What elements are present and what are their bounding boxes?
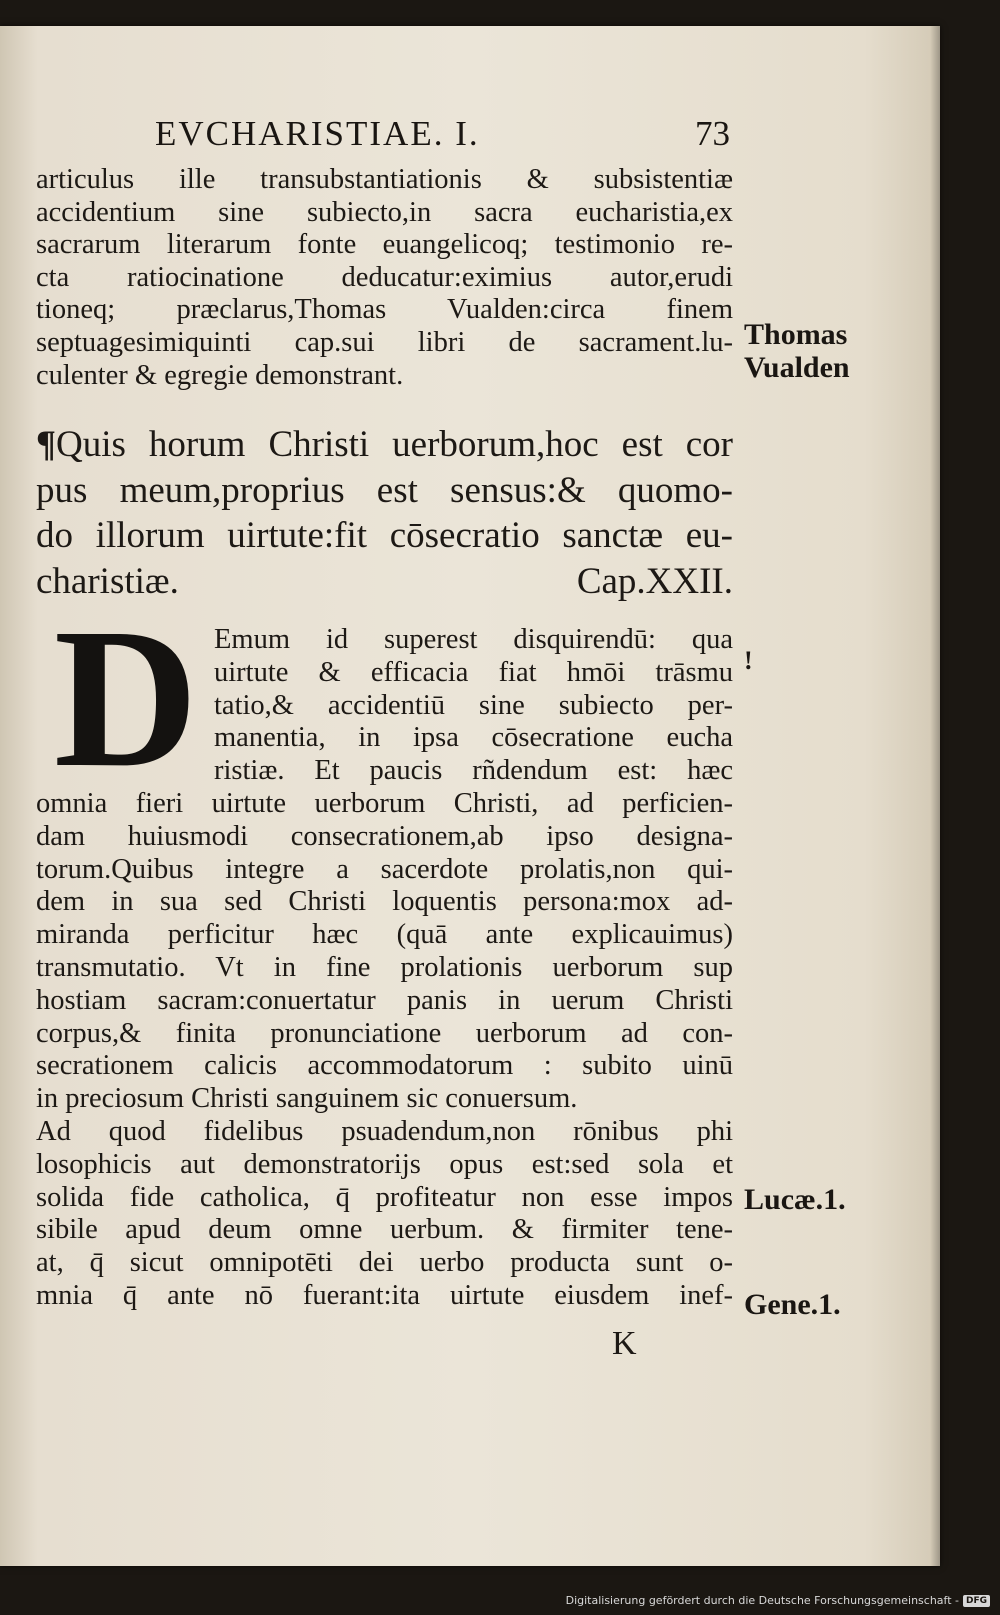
text-line: dem in sua sed Christi loquentis persona:mox ad- bbox=[36, 886, 733, 918]
text-line: solida fide catholica, q̄ profiteatur non esse impos bbox=[36, 1181, 733, 1213]
text-line: Emum id superest disquirendū: qua bbox=[214, 624, 733, 655]
catchword: K bbox=[612, 1325, 637, 1362]
pilcrow-icon: ¶ bbox=[36, 424, 56, 465]
drop-cap: D bbox=[53, 588, 199, 809]
text-line: tatio,& accidentiū sine subiecto per- bbox=[214, 689, 733, 721]
text-line: sacrarum literarum fonte euangelicoq; testimonio re- bbox=[36, 229, 733, 261]
text-line: torum.Quibus integre a sacerdote prolatis,non qui- bbox=[36, 853, 733, 885]
text-line: uirtute & efficacia fiat hmōi trāsmu bbox=[214, 656, 733, 688]
running-header bbox=[155, 114, 730, 154]
body-paragraph bbox=[36, 624, 733, 1313]
marginal-mark: ! bbox=[744, 646, 753, 675]
marginal-note-luke: Lucæ.1. bbox=[744, 1183, 846, 1216]
text-line: dam huiusmodi consecrationem,ab ipso designa- bbox=[36, 820, 733, 852]
text-line: septuagesimiquinti cap.sui libri de sacrament.lu- bbox=[36, 326, 733, 358]
text-line: ristiæ. Et paucis rñdendum est: hæc bbox=[214, 755, 733, 787]
folio-number: 73 bbox=[695, 114, 730, 153]
text-line: in preciosum Christi sanguinem sic conuersum. bbox=[36, 1083, 578, 1115]
heading-line bbox=[36, 422, 733, 468]
text-line: hostiam sacram:conuertatur panis in uerum Christi bbox=[36, 984, 733, 1016]
text-line: articulus ille transubstantiationis & subsistentiæ bbox=[36, 164, 733, 195]
chapter-heading bbox=[36, 422, 733, 604]
text-line: corpus,& finita pronunciatione uerborum ad con- bbox=[36, 1017, 733, 1049]
paragraph-continued bbox=[36, 164, 733, 392]
heading-line: do illorum uirtute:fit cōsecratio sanctæ eu- bbox=[36, 515, 733, 556]
text-line: secrationem calicis accommodatorum : subito uinū bbox=[36, 1050, 733, 1082]
chapter-number: Cap.XXII. bbox=[576, 560, 733, 602]
text-line: miranda perficitur hæc (quā ante explicauimus) bbox=[36, 919, 733, 951]
margin-line: Thomas bbox=[744, 318, 848, 351]
text-line: transmutatio. Vt in fine prolationis uerborum sup bbox=[36, 951, 733, 983]
credit-text: Digitalisierung gefördert durch die Deutsche Forschungsgemeinschaft - bbox=[565, 1594, 959, 1607]
text-line: accidentium sine subiecto,in sacra eucharistia,ex bbox=[36, 196, 733, 228]
text-line: manentia, in ipsa cōsecratione eucha bbox=[214, 722, 733, 754]
text-line: at, q̄ sicut omnipotēti dei uerbo producta sunt o- bbox=[36, 1247, 733, 1279]
text-line: Ad quod fidelibus psuadendum,non rōnibus phi bbox=[36, 1115, 733, 1147]
text-line: omnia fieri uirtute uerborum Christi, ad perficien- bbox=[36, 787, 733, 819]
heading-text: Quis horum Christi uerborum,hoc est cor bbox=[55, 424, 733, 465]
book-page bbox=[0, 26, 940, 1566]
text-line: losophicis aut demonstratorijs opus est:sed sola et bbox=[36, 1148, 733, 1180]
text-line: culenter & egregie demonstrant. bbox=[36, 359, 404, 391]
marginal-note-thomas bbox=[744, 318, 850, 384]
text-line: cta ratiocinatione deducatur:eximius autor,erudi bbox=[36, 261, 733, 293]
text-line: sibile apud deum omne uerbum. & firmiter tene- bbox=[36, 1214, 733, 1246]
dfg-logo-icon: DFG bbox=[963, 1595, 990, 1607]
heading-line: charistiæ. bbox=[36, 560, 179, 602]
heading-line: pus meum,proprius est sensus:& quomo- bbox=[36, 469, 733, 511]
text-line: tioneq; præclarus,Thomas Vualden:circa finem bbox=[36, 294, 733, 326]
margin-line: Vualden bbox=[744, 351, 850, 384]
text-line: mnia q̄ ante nō fuerant:ita uirtute eiusdem inef- bbox=[36, 1279, 733, 1311]
running-title: EVCHARISTIAE. I. bbox=[155, 114, 480, 153]
digitization-credit bbox=[566, 1594, 990, 1607]
marginal-note-genesis: Gene.1. bbox=[744, 1288, 841, 1321]
